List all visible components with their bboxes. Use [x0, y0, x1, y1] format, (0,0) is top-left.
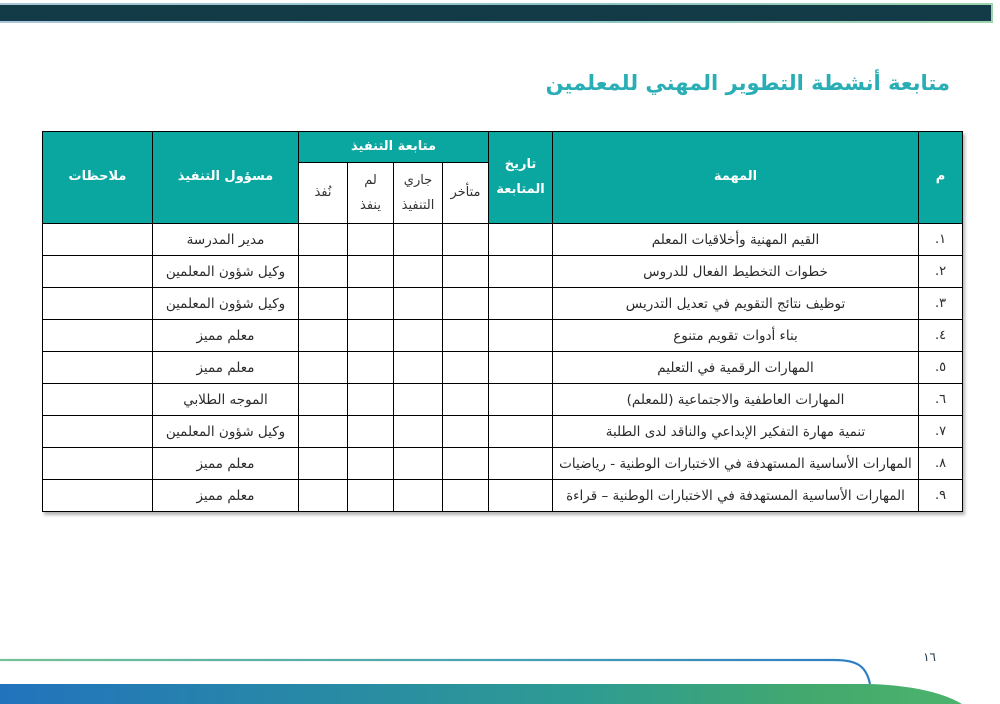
- status-executed-cell: [299, 320, 348, 352]
- status-in-progress-cell: [394, 288, 443, 320]
- top-accent-bar-fill: [0, 5, 991, 21]
- thick-bottom-bar: [0, 684, 962, 704]
- status-not-executed-cell: [348, 224, 394, 256]
- responsible-cell: وكيل شؤون المعلمين: [153, 256, 299, 288]
- status-late-cell: [443, 224, 489, 256]
- row-number: ١.: [919, 224, 963, 256]
- status-in-progress-cell: [394, 256, 443, 288]
- row-number: ٨.: [919, 448, 963, 480]
- status-not-executed-cell: [348, 320, 394, 352]
- table-row: [43, 384, 963, 416]
- status-in-progress-cell: [394, 480, 443, 512]
- followup-date-cell: [489, 480, 553, 512]
- status-not-executed-cell: [348, 448, 394, 480]
- status-executed-cell: [299, 224, 348, 256]
- followup-date-cell: [489, 448, 553, 480]
- status-in-progress-cell: [394, 448, 443, 480]
- task-cell: تنمية مهارة التفكير الإبداعي والناقد لدى الطلبة: [553, 416, 919, 448]
- status-late-cell: [443, 416, 489, 448]
- responsible-cell: وكيل شؤون المعلمين: [153, 288, 299, 320]
- status-executed-cell: [299, 416, 348, 448]
- status-late-cell: [443, 320, 489, 352]
- responsible-cell: معلم مميز: [153, 448, 299, 480]
- table-row: [43, 416, 963, 448]
- row-number: ٥.: [919, 352, 963, 384]
- page-title: متابعة أنشطة التطوير المهني للمعلمين: [545, 71, 950, 95]
- status-not-executed-cell: [348, 480, 394, 512]
- followup-date-cell: [489, 352, 553, 384]
- followup-date-cell: [489, 288, 553, 320]
- row-number: ٩.: [919, 480, 963, 512]
- notes-cell: [43, 416, 153, 448]
- status-late-cell: [443, 352, 489, 384]
- notes-cell: [43, 320, 153, 352]
- status-in-progress-cell: [394, 352, 443, 384]
- row-number: ٢.: [919, 256, 963, 288]
- col-header-task: المهمة: [553, 132, 919, 224]
- status-executed-cell: [299, 384, 348, 416]
- task-cell: المهارات العاطفية والاجتماعية (للمعلم): [553, 384, 919, 416]
- bottom-wave-decoration: [0, 648, 1000, 704]
- col-header-number: م: [919, 132, 963, 224]
- row-number: ٧.: [919, 416, 963, 448]
- task-cell: المهارات الرقمية في التعليم: [553, 352, 919, 384]
- status-late-cell: [443, 256, 489, 288]
- status-executed-cell: [299, 288, 348, 320]
- row-number: ٦.: [919, 384, 963, 416]
- thin-curve-line: [0, 660, 870, 684]
- followup-table: [42, 131, 963, 512]
- col-header-followup-date: تاريخ المتابعة: [489, 132, 553, 224]
- notes-cell: [43, 480, 153, 512]
- table-row: [43, 448, 963, 480]
- responsible-cell: الموجه الطلابي: [153, 384, 299, 416]
- col-header-executed: نُفذ: [299, 163, 348, 224]
- status-in-progress-cell: [394, 384, 443, 416]
- table-row: [43, 288, 963, 320]
- status-in-progress-cell: [394, 224, 443, 256]
- top-accent-bar: [0, 3, 993, 23]
- status-late-cell: [443, 288, 489, 320]
- status-not-executed-cell: [348, 352, 394, 384]
- notes-cell: [43, 288, 153, 320]
- responsible-cell: مدير المدرسة: [153, 224, 299, 256]
- responsible-cell: معلم مميز: [153, 352, 299, 384]
- status-not-executed-cell: [348, 416, 394, 448]
- task-cell: المهارات الأساسية المستهدفة في الاختبارات الوطنية – قراءة: [553, 480, 919, 512]
- notes-cell: [43, 352, 153, 384]
- col-header-followup-group: متابعة التنفيذ: [299, 132, 489, 163]
- status-not-executed-cell: [348, 384, 394, 416]
- col-header-responsible: مسؤول التنفيذ: [153, 132, 299, 224]
- table-row: [43, 320, 963, 352]
- status-late-cell: [443, 448, 489, 480]
- status-executed-cell: [299, 480, 348, 512]
- status-late-cell: [443, 480, 489, 512]
- col-header-late: متأخر: [443, 163, 489, 224]
- row-number: ٣.: [919, 288, 963, 320]
- col-header-not-executed: لم ينفذ: [348, 163, 394, 224]
- task-cell: توظيف نتائج التقويم في تعديل التدريس: [553, 288, 919, 320]
- followup-date-cell: [489, 224, 553, 256]
- followup-date-cell: [489, 256, 553, 288]
- responsible-cell: وكيل شؤون المعلمين: [153, 416, 299, 448]
- status-late-cell: [443, 384, 489, 416]
- task-cell: بناء أدوات تقويم متنوع: [553, 320, 919, 352]
- table-row: [43, 480, 963, 512]
- status-not-executed-cell: [348, 288, 394, 320]
- status-executed-cell: [299, 448, 348, 480]
- table-row: [43, 256, 963, 288]
- task-cell: خطوات التخطيط الفعال للدروس: [553, 256, 919, 288]
- responsible-cell: معلم مميز: [153, 320, 299, 352]
- task-cell: المهارات الأساسية المستهدفة في الاختبارات الوطنية - رياضيات: [553, 448, 919, 480]
- notes-cell: [43, 384, 153, 416]
- table-row: [43, 224, 963, 256]
- followup-date-cell: [489, 416, 553, 448]
- task-cell: القيم المهنية وأخلاقيات المعلم: [553, 224, 919, 256]
- col-header-notes: ملاحظات: [43, 132, 153, 224]
- notes-cell: [43, 256, 153, 288]
- notes-cell: [43, 448, 153, 480]
- status-in-progress-cell: [394, 416, 443, 448]
- notes-cell: [43, 224, 153, 256]
- status-executed-cell: [299, 256, 348, 288]
- followup-date-cell: [489, 384, 553, 416]
- followup-date-cell: [489, 320, 553, 352]
- row-number: ٤.: [919, 320, 963, 352]
- page-number: ١٦: [923, 650, 936, 664]
- status-executed-cell: [299, 352, 348, 384]
- col-header-in-progress: جاري التنفيذ: [394, 163, 443, 224]
- status-in-progress-cell: [394, 320, 443, 352]
- table-row: [43, 352, 963, 384]
- responsible-cell: معلم مميز: [153, 480, 299, 512]
- status-not-executed-cell: [348, 256, 394, 288]
